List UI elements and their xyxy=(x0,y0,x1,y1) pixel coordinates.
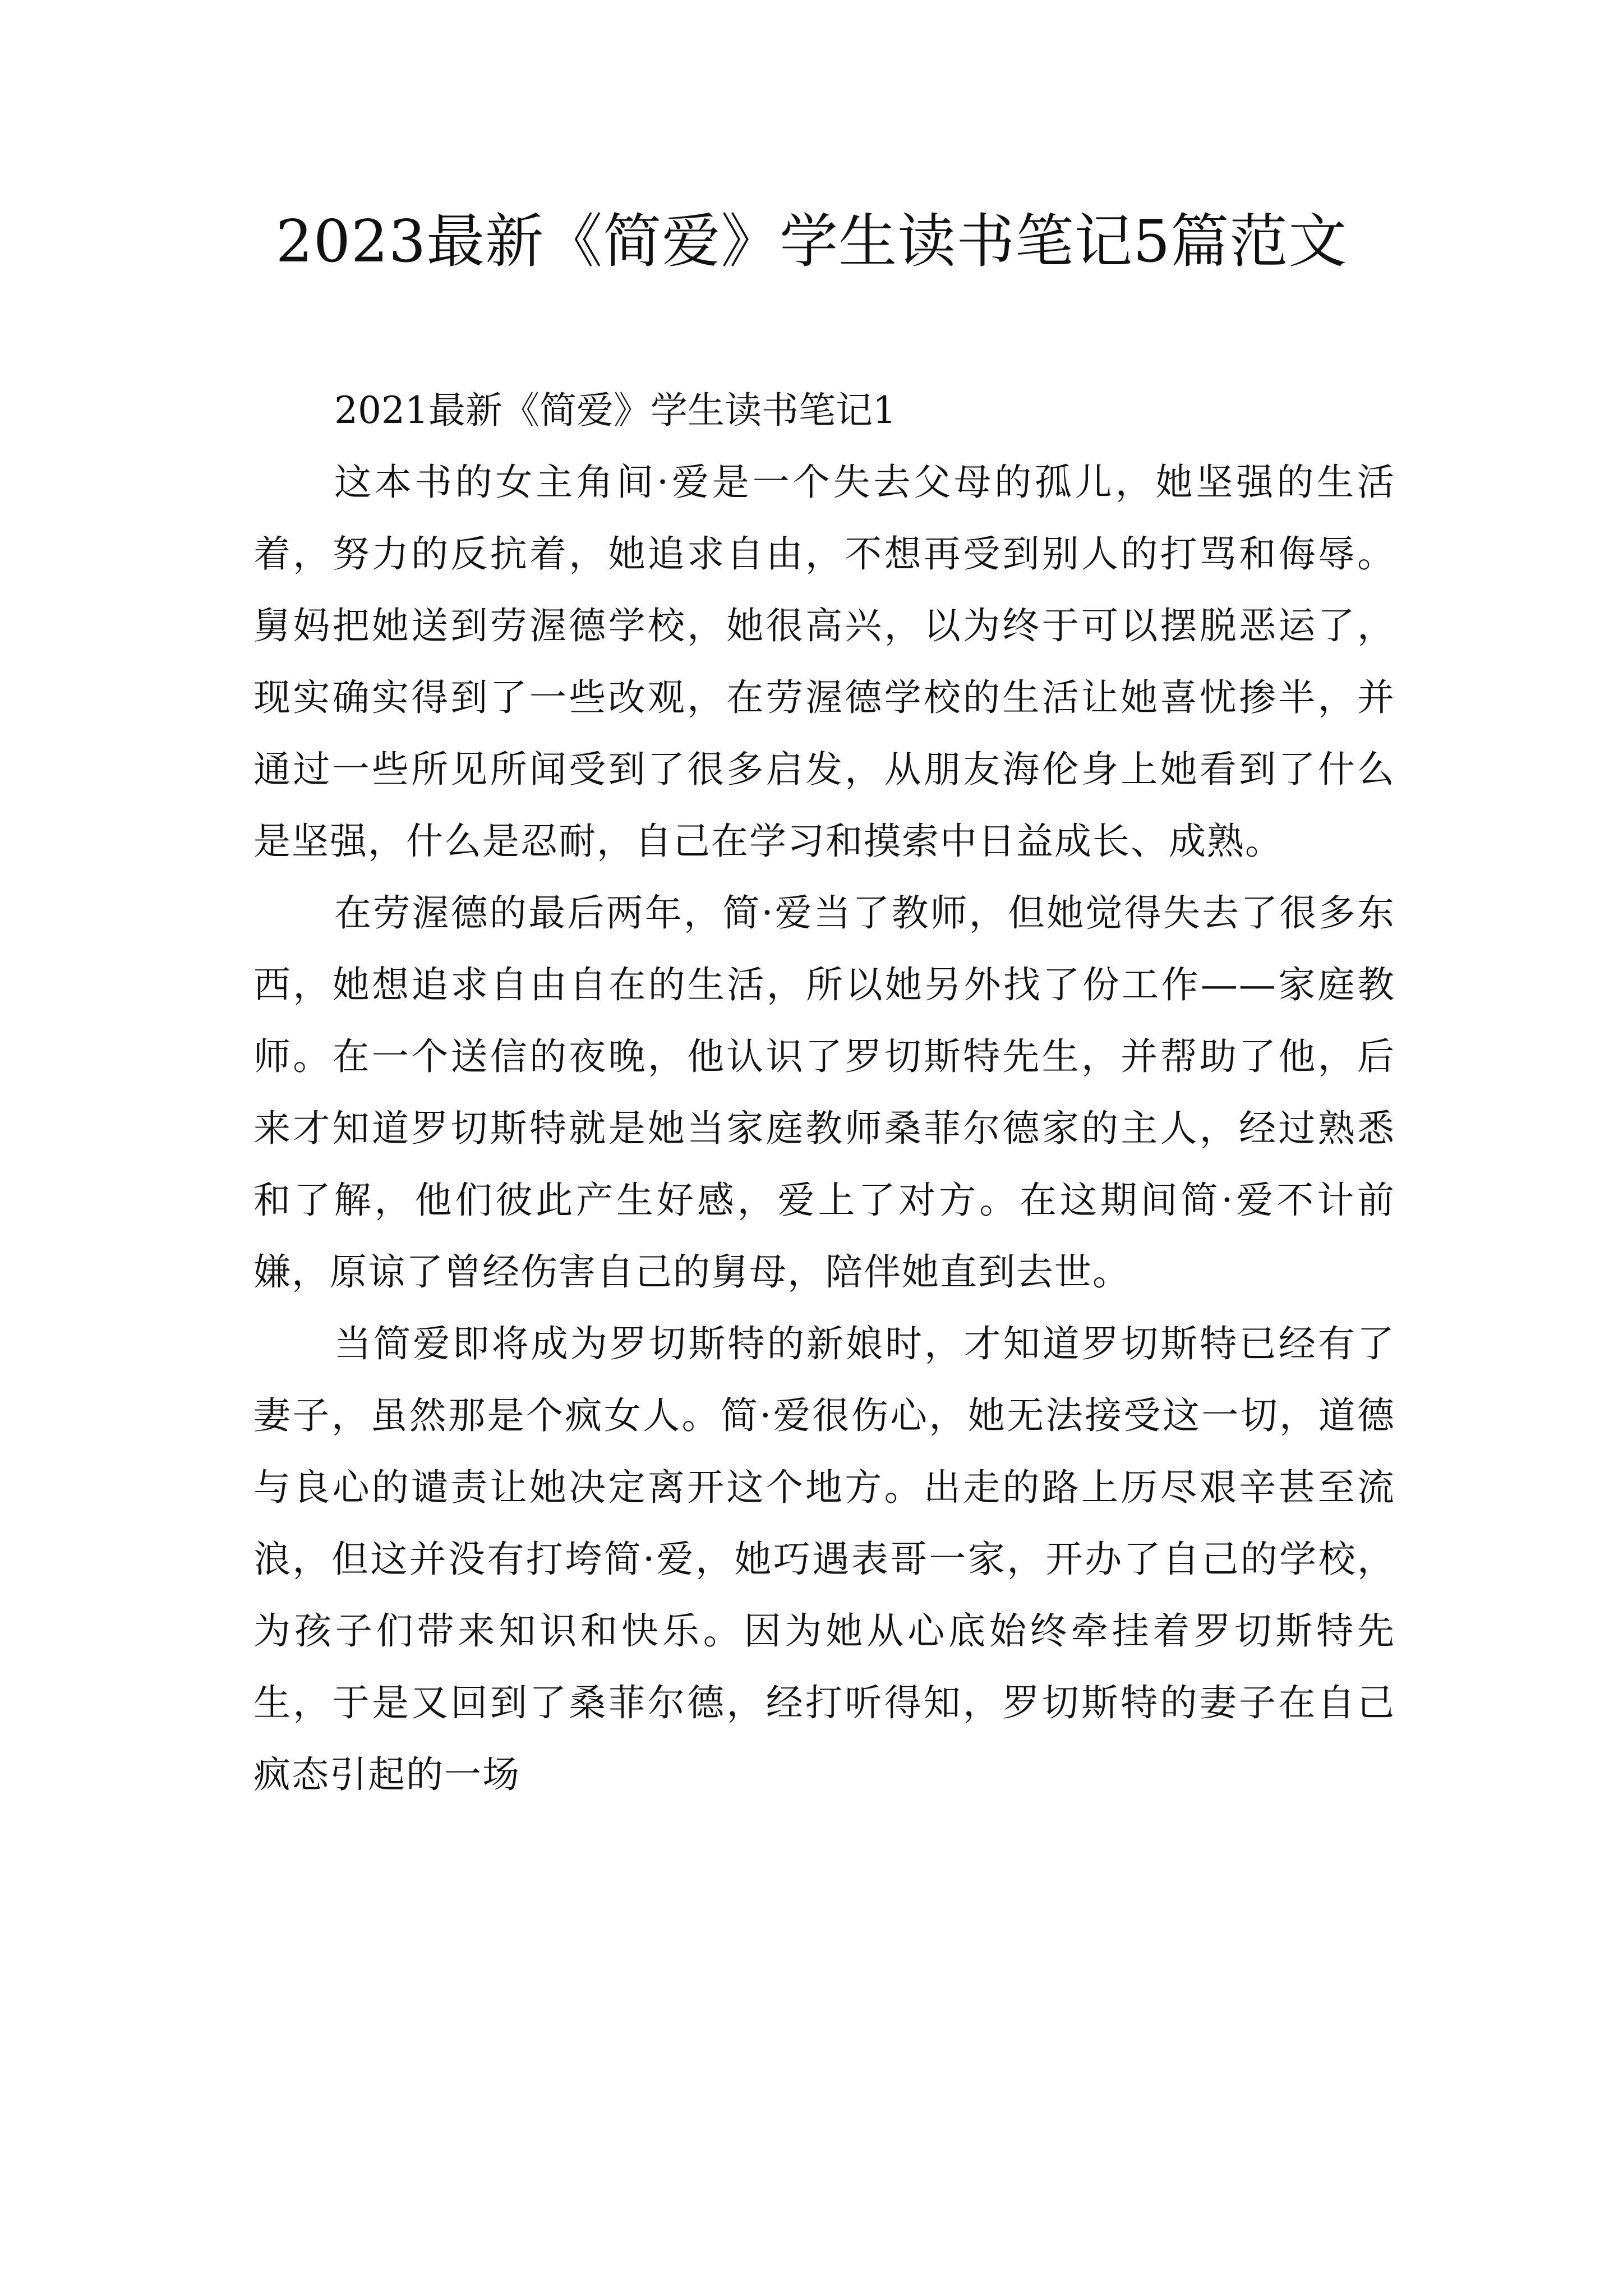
paragraph-2: 在劳渥德的最后两年，简·爱当了教师，但她觉得失去了很多东西，她想追求自由自在的生活，所以她另外找了份工作——家庭教师。在一个送信的夜晚，他认识了罗切斯特先生，并帮助了他，后来才知道罗切斯特就是她当家庭教师桑菲尔德家的主人，经过熟悉和了解，他们彼此产生好感，爱上了对方。在这期间简·爱不计前嫌，原谅了曾经伤害自己的舅母，陪伴她直到去世。 xyxy=(253,891,1395,1294)
document-body xyxy=(253,375,1395,1811)
paragraph-3: 当简爱即将成为罗切斯特的新娘时，才知道罗切斯特已经有了妻子，虽然那是个疯女人。简·爱很伤心，她无法接受这一切，道德与良心的谴责让她决定离开这个地方。出走的路上历尽艰辛甚至流浪，但这并没有打垮简·爱，她巧遇表哥一家，开办了自己的学校，为孩子们带来知识和快乐。因为她从心底始终牵挂着罗切斯特先生，于是又回到了桑菲尔德，经打听得知，罗切斯特的妻子在自己疯态引起的一场 xyxy=(253,1322,1395,1796)
paragraph-1: 这本书的女主角间·爱是一个失去父母的孤儿，她坚强的生活着，努力的反抗着，她追求自由，不想再受到别人的打骂和侮辱。舅妈把她送到劳渥德学校，她很高兴，以为终于可以摆脱恶运了，现实确实得到了一些改观，在劳渥德学校的生活让她喜忧掺半，并通过一些所见所闻受到了很多启发，从朋友海伦身上她看到了什么是坚强，什么是忍耐，自己在学习和摸索中日益成长、成熟。 xyxy=(253,461,1395,863)
document-title: 2023最新《简爱》学生读书笔记5篇范文 xyxy=(275,207,1348,275)
section-heading: 2021最新《简爱》学生读书笔记1 xyxy=(334,389,896,432)
